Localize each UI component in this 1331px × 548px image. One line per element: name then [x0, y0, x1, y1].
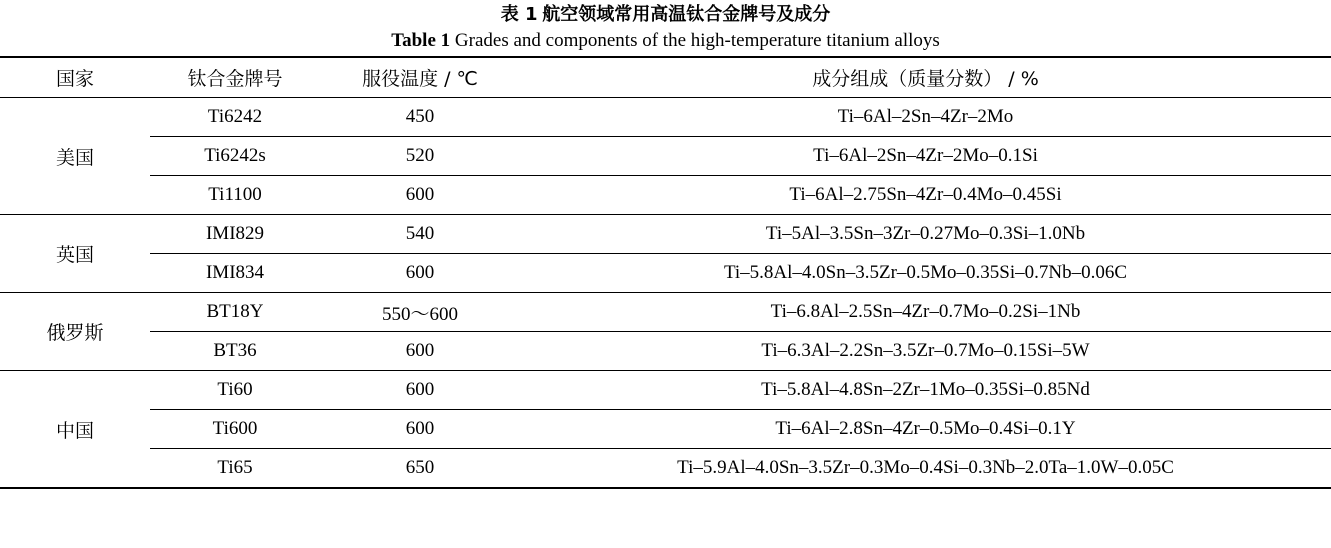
cell-grade: IMI829 [150, 215, 320, 254]
cell-country: 美国 [0, 98, 150, 215]
cell-grade: BT18Y [150, 293, 320, 332]
table-row [0, 332, 1331, 371]
cell-temperature: 600 [320, 332, 520, 371]
table-row [0, 137, 1331, 176]
table-row [0, 215, 1331, 254]
table-row [0, 449, 1331, 488]
caption-text-chinese: 航空领域常用高温钛合金牌号及成分 [542, 4, 831, 25]
table-row [0, 176, 1331, 215]
table-header [0, 57, 1331, 98]
cell-temperature: 600 [320, 410, 520, 449]
caption-label-chinese: 表 1 [500, 4, 538, 25]
table-row [0, 254, 1331, 293]
cell-grade: Ti1100 [150, 176, 320, 215]
column-header-composition: 成分组成（质量分数） / % [520, 57, 1331, 98]
cell-composition: Ti–6.8Al–2.5Sn–4Zr–0.7Mo–0.2Si–1Nb [520, 293, 1331, 332]
column-header-grade: 钛合金牌号 [150, 57, 320, 98]
cell-country: 中国 [55, 419, 94, 442]
caption-label-english: Table 1 [391, 30, 451, 51]
cell-grade: Ti6242s [150, 137, 320, 176]
cell-grade: BT36 [150, 332, 320, 371]
cell-temperature: 600 [320, 254, 520, 293]
cell-grade: Ti65 [217, 457, 253, 478]
cell-composition: Ti–6Al–2Sn–4Zr–2Mo–0.1Si [520, 137, 1331, 176]
column-header-country: 国家 [0, 57, 150, 98]
alloy-table [0, 56, 1331, 487]
cell-grade: Ti60 [150, 371, 320, 410]
cell-composition: Ti–5.8Al–4.0Sn–3.5Zr–0.5Mo–0.35Si–0.7Nb–0.06C [520, 254, 1331, 293]
table-row [0, 371, 1331, 410]
caption-text-english: Grades and components of the high-temperature titanium alloys [454, 30, 940, 51]
cell-composition: Ti–6.3Al–2.2Sn–3.5Zr–0.7Mo–0.15Si–5W [520, 332, 1331, 371]
cell-grade: IMI834 [150, 254, 320, 293]
table-row [0, 293, 1331, 332]
cell-temperature: 650 [405, 457, 435, 478]
cell-temperature: 600 [320, 176, 520, 215]
cell-temperature: 550～600 [320, 293, 520, 332]
cell-temperature: 520 [320, 137, 520, 176]
cell-composition: Ti–5.8Al–4.8Sn–2Zr–1Mo–0.35Si–0.85Nd [520, 371, 1331, 410]
cell-country: 英国 [0, 215, 150, 293]
table-row [0, 98, 1331, 137]
cell-composition: Ti–6Al–2.8Sn–4Zr–0.5Mo–0.4Si–0.1Y [520, 410, 1331, 449]
cell-composition: Ti–5.9Al–4.0Sn–3.5Zr–0.3Mo–0.4Si–0.3Nb–2.0Ta–1.0W–0.05C [677, 457, 1174, 478]
table-caption-chinese [0, 5, 1331, 24]
cell-temperature: 450 [320, 98, 520, 137]
table-body [0, 98, 1331, 488]
cell-composition: Ti–6Al–2.75Sn–4Zr–0.4Mo–0.45Si [520, 176, 1331, 215]
table-caption-english [0, 31, 1331, 50]
column-header-temperature: 服役温度 / ℃ [320, 57, 520, 98]
cell-country: 俄罗斯 [0, 293, 150, 371]
cell-grade: Ti600 [150, 410, 320, 449]
cell-composition: Ti–6Al–2Sn–4Zr–2Mo [520, 98, 1331, 137]
cell-grade: Ti6242 [150, 98, 320, 137]
cell-temperature: 600 [320, 371, 520, 410]
cell-temperature: 540 [320, 215, 520, 254]
table-header-row [0, 57, 1331, 98]
table-row [0, 410, 1331, 449]
cell-composition: Ti–5Al–3.5Sn–3Zr–0.27Mo–0.3Si–1.0Nb [520, 215, 1331, 254]
table-page [0, 5, 1331, 548]
table-bottom-rule [0, 487, 1331, 489]
